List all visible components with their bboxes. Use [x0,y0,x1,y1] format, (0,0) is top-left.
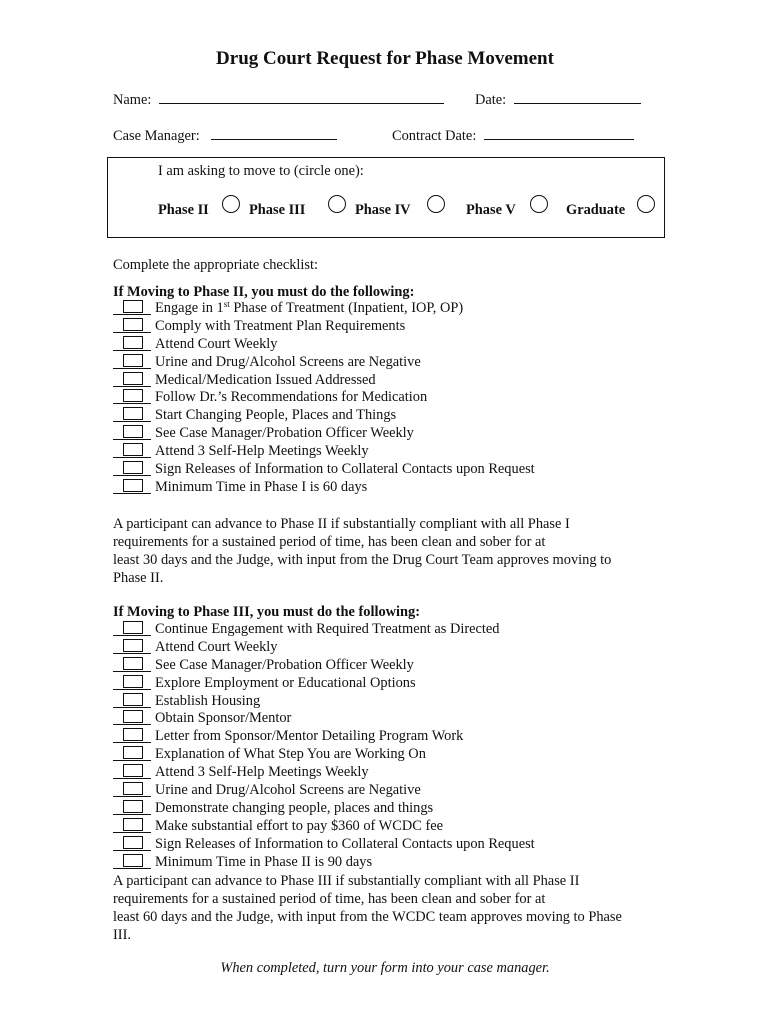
checkbox[interactable] [113,818,151,833]
checkbox[interactable] [113,318,151,333]
checklist-item [113,300,535,318]
note-line: III. [113,927,131,943]
checklist-item [113,836,535,854]
checkbox[interactable] [113,728,151,743]
footer-instruction: When completed, turn your form into your case manager. [220,960,550,976]
checkbox[interactable] [113,639,151,654]
item-text: Comply with Treatment Plan Requirements [155,317,406,334]
checklist-item [113,389,535,407]
checkbox[interactable] [113,354,151,369]
item-text: Establish Housing [155,692,261,709]
checkbox[interactable] [113,657,151,672]
checklist-item [113,621,535,639]
phase-iii-checklist [113,621,535,871]
checkbox[interactable] [113,800,151,815]
item-text: Follow Dr.’s Recommendations for Medication [155,389,428,406]
checklist-item [113,782,535,800]
checkbox[interactable] [113,425,151,440]
item-text: Engage in 1 [155,300,224,316]
case-manager-label: Case Manager: [113,128,200,144]
checkbox[interactable] [113,710,151,725]
phase-ii-label: Phase II [158,202,209,218]
form-title: Drug Court Request for Phase Movement [216,48,554,69]
phase-v-label: Phase V [466,202,516,218]
name-field [113,89,444,109]
checkbox[interactable] [113,746,151,761]
graduate-label: Graduate [566,202,626,218]
checklist-item [113,800,535,818]
checklist-item [113,764,535,782]
item-text: Obtain Sponsor/Mentor [155,710,292,727]
checklist-item [113,639,535,657]
checkbox[interactable] [113,693,151,708]
checkbox[interactable] [113,300,151,315]
case-manager-input-line[interactable] [211,125,337,140]
date-field [475,89,641,109]
item-superscript: st [223,299,230,309]
phase-selection-box [107,157,665,238]
name-label: Name: [113,92,152,108]
checkbox[interactable] [113,764,151,779]
phase-iii-label: Phase III [249,202,306,218]
item-text: Sign Releases of Information to Collateral Contacts upon Request [155,835,535,852]
checklist-item [113,461,535,479]
item-text: Attend 3 Self-Help Meetings Weekly [155,443,369,460]
item-text: Explore Employment or Educational Options [155,674,416,691]
checklist-item [113,693,535,711]
checklist-item [113,675,535,693]
checklist-item [113,336,535,354]
note-line: Phase II. [113,570,164,586]
checkbox[interactable] [113,836,151,851]
item-text: Sign Releases of Information to Collateral Contacts upon Request [155,461,535,478]
phase-ii-heading: If Moving to Phase II, you must do the following: [113,284,415,300]
item-text: See Case Manager/Probation Officer Weekly [155,656,414,673]
item-text: Urine and Drug/Alcohol Screens are Negative [155,353,421,370]
item-text: Continue Engagement with Required Treatment as Directed [155,621,500,637]
phase-v-circle[interactable] [530,195,548,213]
checklist-item [113,407,535,425]
checklist-item [113,657,535,675]
checklist-item [113,746,535,764]
checklist-item [113,818,535,836]
checkbox[interactable] [113,479,151,494]
phase-ii-checklist [113,300,535,497]
checkbox[interactable] [113,389,151,404]
checkbox[interactable] [113,372,151,387]
checklist-item [113,425,535,443]
checklist-item [113,443,535,461]
note-line: least 60 days and the Judge, with input from the WCDC team approves moving to Phase [113,909,622,925]
phase-iv-circle[interactable] [427,195,445,213]
checkbox[interactable] [113,461,151,476]
item-text: Attend 3 Self-Help Meetings Weekly [155,764,369,781]
item-text: See Case Manager/Probation Officer Weekly [155,425,414,442]
phase-ii-note [113,515,658,587]
note-line: A participant can advance to Phase III if substantially compliant with all Phase II [113,873,580,889]
note-line: requirements for a sustained period of time, has been clean and sober for at [113,891,546,907]
phase-prompt: I am asking to move to (circle one): [158,163,364,179]
name-input-line[interactable] [159,89,444,104]
date-input-line[interactable] [514,89,641,104]
checklist-item [113,710,535,728]
item-text: Start Changing People, Places and Things [155,407,397,424]
checkbox[interactable] [113,336,151,351]
item-text: Minimum Time in Phase I is 60 days [155,478,368,495]
note-line: requirements for a sustained period of time, has been clean and sober for at [113,534,546,550]
checklist-instructions: Complete the appropriate checklist: [113,257,318,273]
item-text: Attend Court Weekly [155,335,278,352]
note-line: least 30 days and the Judge, with input from the Drug Court Team approves moving to [113,552,612,568]
checkbox[interactable] [113,443,151,458]
item-text: Explanation of What Step You are Working On [155,746,426,763]
case-manager-field [113,125,337,145]
graduate-circle[interactable] [637,195,655,213]
checklist-item [113,318,535,336]
checkbox[interactable] [113,854,151,869]
checkbox[interactable] [113,782,151,797]
phase-ii-circle[interactable] [222,195,240,213]
item-text: Minimum Time in Phase II is 90 days [155,853,373,870]
contract-date-input-line[interactable] [484,125,634,140]
checkbox[interactable] [113,621,151,636]
item-text-cont: Phase of Treatment (Inpatient, IOP, OP) [229,300,464,316]
phase-iii-circle[interactable] [328,195,346,213]
contract-date-field [392,125,634,145]
phase-iv-label: Phase IV [355,202,411,218]
item-text: Demonstrate changing people, places and things [155,799,434,816]
checkbox[interactable] [113,407,151,422]
item-text: Make substantial effort to pay $360 of WCDC fee [155,817,444,834]
checklist-item [113,479,535,497]
item-text: Letter from Sponsor/Mentor Detailing Program Work [155,728,464,745]
date-label: Date: [475,92,507,108]
note-line: A participant can advance to Phase II if substantially compliant with all Phase I [113,516,570,532]
item-text: Urine and Drug/Alcohol Screens are Negative [155,782,421,799]
phase-iii-note [113,872,658,944]
contract-date-label: Contract Date: [392,128,477,144]
checklist-item [113,854,535,872]
checklist-item [113,372,535,390]
item-text: Attend Court Weekly [155,638,278,655]
checklist-item [113,728,535,746]
phase-iii-heading: If Moving to Phase III, you must do the following: [113,604,421,620]
checkbox[interactable] [113,675,151,690]
checklist-item [113,354,535,372]
item-text: Medical/Medication Issued Addressed [155,371,376,388]
